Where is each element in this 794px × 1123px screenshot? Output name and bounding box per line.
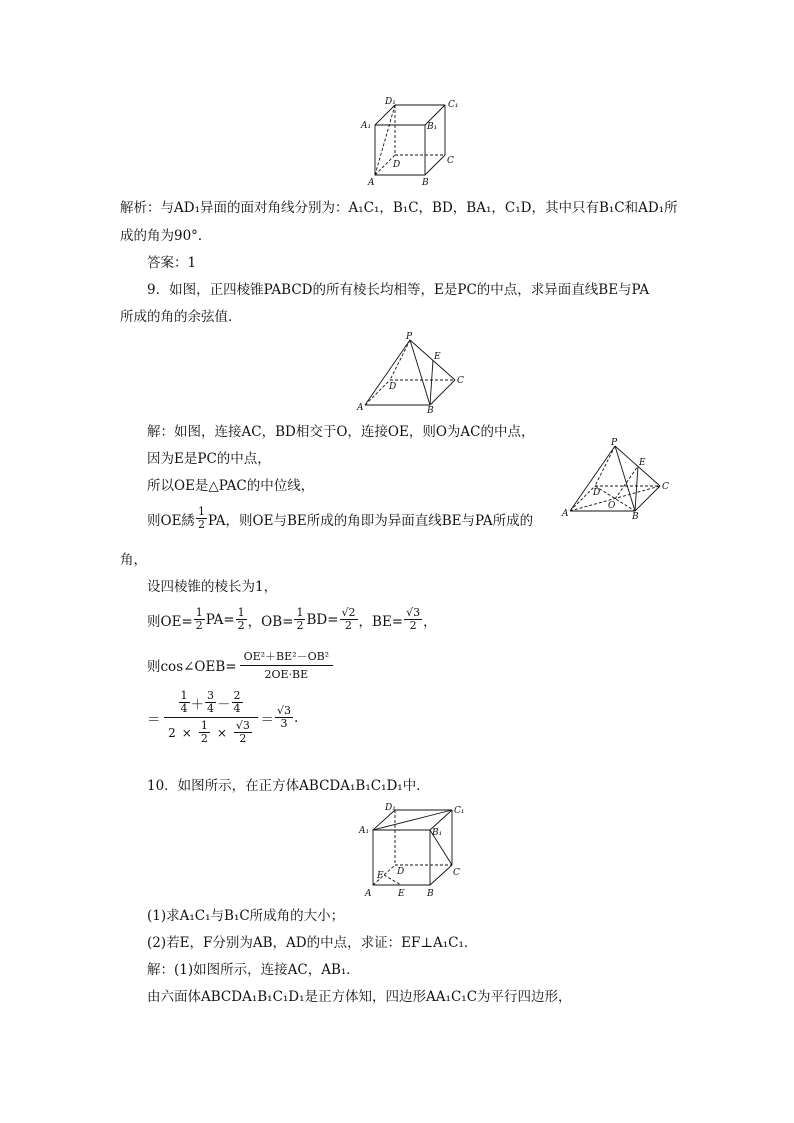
num: 3 — [207, 689, 214, 702]
num: 2 — [233, 689, 241, 702]
num: 1 — [197, 505, 205, 518]
question-10-part2: (2)若E，F分别为AB，AD的中点，求证：EF⊥A₁C₁． — [147, 935, 478, 951]
equals: ＝ — [147, 711, 161, 728]
question-10-part1: (1)求A₁C₁与B₁C所成角的大小； — [147, 908, 345, 924]
solution-9-line8 — [147, 648, 336, 681]
label-c: C — [453, 868, 460, 878]
equals: ＝ — [260, 711, 274, 728]
minus: － — [217, 696, 231, 713]
solution-10-line1: 解：(1)如图所示，连接AC，AB₁． — [147, 962, 360, 978]
fraction — [404, 607, 422, 632]
fraction — [179, 690, 190, 715]
label-d1: D₁ — [385, 97, 396, 107]
analysis-text: 解析：与AD₁异面的面对角线分别为：A₁C₁，B₁C，BD，BA₁，C₁D，其中只有B₁C和AD₁所 — [120, 200, 678, 216]
text-fragment: 则OE綉 — [147, 512, 195, 529]
num: 1 — [195, 606, 203, 619]
label-a: A — [368, 178, 375, 188]
den: 2 — [237, 619, 245, 632]
label-c: C — [447, 156, 454, 166]
question-10-line1: 10．如图所示，在正方体ABCDA₁B₁C₁D₁中． — [147, 778, 430, 794]
cos-fraction — [240, 648, 334, 681]
text-fragment: 则cos∠OEB= — [147, 658, 237, 675]
num: √3 — [277, 704, 292, 717]
label-c1: C₁ — [448, 100, 459, 110]
cube-figure-2 — [355, 800, 470, 900]
solution-9-line5: 角， — [120, 552, 147, 568]
label-a1: A₁ — [359, 826, 370, 836]
den: 4 — [180, 702, 188, 715]
den: 2 — [239, 732, 247, 745]
label-b1: B₁ — [432, 828, 443, 838]
den: 2 — [200, 732, 208, 745]
text-fragment: ，OB= — [247, 613, 294, 630]
fraction — [194, 607, 205, 632]
num: 1 — [296, 606, 304, 619]
times: × — [181, 725, 192, 740]
den: 2 — [409, 619, 417, 632]
text-fragment: ， — [423, 613, 437, 630]
label-a: A — [562, 509, 569, 519]
label-p: P — [611, 438, 618, 448]
den: 4 — [233, 702, 241, 715]
times: × — [216, 725, 227, 740]
pyramid-figure-2 — [560, 438, 675, 523]
text-fragment: ，BE= — [358, 613, 404, 630]
fraction — [232, 690, 243, 715]
num: 1 — [237, 606, 245, 619]
num: √3 — [406, 606, 421, 619]
fraction — [205, 690, 216, 715]
fraction — [199, 720, 210, 745]
fraction-half — [196, 506, 207, 531]
den: 2 — [197, 518, 205, 531]
two: 2 — [168, 725, 176, 740]
label-a1: A₁ — [361, 121, 372, 131]
label-o: O — [608, 501, 616, 511]
label-c1: C₁ — [454, 806, 465, 816]
period: . — [294, 709, 299, 726]
text-fragment: PA，则OE与BE所成的角即为异面直线BE与PA所成的 — [207, 512, 534, 529]
question-9-line2: 所成的角的余弦值． — [120, 309, 242, 325]
result-fraction — [275, 705, 293, 730]
den: 2 — [345, 619, 353, 632]
label-p: P — [406, 332, 413, 342]
label-b: B — [422, 178, 429, 188]
label-c: C — [662, 482, 669, 492]
label-e: E — [434, 352, 441, 362]
label-d: D — [397, 867, 405, 877]
denominator — [168, 718, 253, 745]
fraction — [234, 720, 252, 745]
label-f: F — [377, 871, 384, 881]
label-a: A — [365, 889, 372, 899]
question-9-line1: 9．如图，正四棱锥PABCD的所有棱长均相等，E是PC的中点，求异面直线BE与PA — [147, 282, 650, 298]
pyramid-figure-1 — [355, 330, 470, 415]
num: √3 — [235, 719, 250, 732]
label-c: C — [457, 376, 464, 386]
label-b: B — [427, 406, 434, 415]
label-a: A — [357, 403, 364, 413]
num: 1 — [200, 719, 208, 732]
solution-9-line4 — [147, 506, 533, 531]
text-fragment: BD= — [306, 611, 339, 628]
label-b: B — [427, 889, 434, 899]
solution-9-line1: 解：如图，连接AC，BD相交于O，连接OE，则O为AC的中点， — [147, 424, 535, 440]
label-d1: D₁ — [385, 803, 396, 813]
compound-fraction — [164, 690, 258, 745]
cube-figure-1 — [355, 95, 465, 190]
analysis-text-cont: 成的角为90°． — [120, 228, 212, 244]
text-fragment: PA= — [205, 611, 235, 628]
label-b1: B₁ — [427, 122, 438, 132]
den: 2 — [296, 619, 304, 632]
numerator — [164, 690, 258, 718]
num: 1 — [180, 689, 188, 702]
label-e: E — [639, 458, 646, 468]
solution-10-line2: 由六面体ABCDA₁B₁C₁D₁是正方体知，四边形AA₁C₁C为平行四边形， — [147, 989, 572, 1005]
solution-9-line3: 所以OE是△PAC的中位线， — [147, 478, 315, 494]
label-d: D — [593, 488, 601, 498]
den: 2OE·BE — [264, 668, 309, 681]
fraction — [340, 607, 358, 632]
den: 2 — [195, 619, 203, 632]
num: OE²＋BE²－OB² — [240, 648, 334, 666]
answer-text: 答案：1 — [147, 255, 197, 271]
label-e: E — [398, 889, 405, 899]
text-fragment: 则OE= — [147, 613, 193, 630]
den: 4 — [207, 702, 214, 715]
den: 3 — [280, 717, 288, 730]
num: √2 — [341, 606, 356, 619]
label-b: B — [632, 512, 639, 522]
solution-9-line6: 设四棱锥的棱长为1， — [147, 579, 278, 595]
fraction — [236, 607, 247, 632]
label-d: D — [389, 382, 397, 392]
solution-9-line7 — [147, 607, 437, 632]
plus: ＋ — [190, 696, 204, 713]
solution-9-line9 — [147, 690, 298, 745]
label-d: D — [393, 160, 401, 170]
solution-9-line2: 因为E是PC的中点， — [147, 451, 271, 467]
fraction — [294, 607, 305, 632]
